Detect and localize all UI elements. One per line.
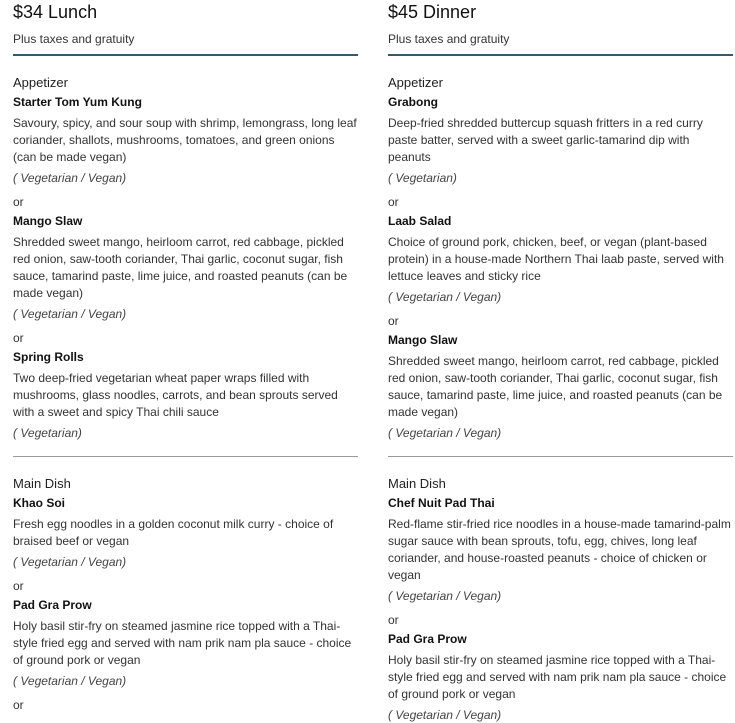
dinner-main-item-name: Chef Nuit Pad Thai <box>388 496 495 510</box>
dinner-appetizer-item-tag: ( Vegetarian / Vegan) <box>388 426 502 440</box>
dinner-appetizer-item-tag: ( Vegetarian / Vegan) <box>388 290 502 304</box>
lunch-main-heading: Main Dish <box>13 476 71 491</box>
or-separator: or <box>388 314 399 328</box>
lunch-appetizer-item-tag: ( Vegetarian / Vegan) <box>13 171 127 185</box>
lunch-appetizer-item-tag: ( Vegetarian / Vegan) <box>13 307 127 321</box>
lunch-main-item-desc: Holy basil stir-fry on steamed jasmine rice topped with a Thai-style fried egg and served with nam prik nam pla sauce - choice of ground pork or vegan <box>13 619 352 667</box>
lunch-column <box>13 0 358 713</box>
lunch-main-item-name: Pad Gra Prow <box>13 598 92 612</box>
or-separator: or <box>388 195 399 209</box>
dinner-appetizer-heading: Appetizer <box>388 75 443 90</box>
lunch-appetizer-item-name: Mango Slaw <box>13 214 83 228</box>
section-divider <box>13 456 358 457</box>
lunch-appetizer-heading: Appetizer <box>13 75 68 90</box>
lunch-header-rule <box>13 54 358 56</box>
lunch-main-item-tag: ( Vegetarian / Vegan) <box>13 555 127 569</box>
dinner-main-item-tag: ( Vegetarian / Vegan) <box>388 708 502 722</box>
dinner-main-heading: Main Dish <box>388 476 446 491</box>
lunch-title: $34 Lunch <box>13 2 98 22</box>
dinner-appetizer-item-tag: ( Vegetarian) <box>388 171 457 185</box>
dinner-appetizer-item-name: Grabong <box>388 95 438 109</box>
dinner-main-item-name: Pad Gra Prow <box>388 632 467 646</box>
lunch-main-item-desc: Fresh egg noodles in a golden coconut milk curry - choice of braised beef or vegan <box>13 517 334 548</box>
lunch-main-item-name: Khao Soi <box>13 496 66 510</box>
or-separator: or <box>13 195 24 209</box>
dinner-appetizer-item-desc: Choice of ground pork, chicken, beef, or vegan (plant-based protein) in a house-made Northern Thai laab paste, served with lettuce leaves and sticky rice <box>388 235 724 283</box>
dinner-main-item-desc: Holy basil stir-fry on steamed jasmine rice topped with a Thai-style fried egg and served with nam prik nam pla sauce - choice of ground pork or vegan <box>388 653 727 701</box>
dinner-header-rule <box>388 54 733 56</box>
dinner-appetizer-item-name: Laab Salad <box>388 214 452 228</box>
lunch-appetizer-item-desc: Two deep-fried vegetarian wheat paper wraps filled with mushrooms, glass noodles, carrots, and bean sprouts served with a sweet and spicy Thai chili sauce <box>13 371 338 419</box>
lunch-appetizer-item-desc: Savoury, spicy, and sour soup with shrimp, lemongrass, long leaf coriander, shallots, mushrooms, tomatoes, and green onions (can be made vegan) <box>13 116 357 164</box>
dinner-appetizer-item-desc: Shredded sweet mango, heirloom carrot, red cabbage, pickled red onion, saw-tooth coriander, Thai garlic, coconut sugar, fish sauce, tamarind paste, lime juice, and roasted peanuts (can be made vegan) <box>388 354 723 419</box>
dinner-appetizer-item-name: Mango Slaw <box>388 333 458 347</box>
or-separator: or <box>13 579 24 593</box>
lunch-appetizer-item-name: Starter Tom Yum Kung <box>13 95 142 109</box>
lunch-appetizer-item-name: Spring Rolls <box>13 350 84 364</box>
or-separator: or <box>388 613 399 627</box>
dinner-main-item-tag: ( Vegetarian / Vegan) <box>388 589 502 603</box>
dinner-column <box>388 0 733 723</box>
lunch-appetizer-item-desc: Shredded sweet mango, heirloom carrot, red cabbage, pickled red onion, saw-tooth coriander, Thai garlic, coconut sugar, fish sauce, tamarind paste, lime juice, and roasted peanuts (can be made vegan) <box>13 235 348 300</box>
lunch-tax-note: Plus taxes and gratuity <box>13 32 135 46</box>
section-divider <box>388 456 733 457</box>
lunch-appetizer-item-tag: ( Vegetarian) <box>13 426 82 440</box>
or-separator: or <box>13 331 24 345</box>
dinner-title: $45 Dinner <box>388 2 477 22</box>
lunch-main-item-tag: ( Vegetarian / Vegan) <box>13 674 127 688</box>
or-separator: or <box>13 698 24 712</box>
dinner-main-item-desc: Red-flame stir-fried rice noodles in a house-made tamarind-palm sugar sauce with bean sprouts, tofu, egg, chives, long leaf coriander, and house-roasted peanuts - choice of chicken or vegan <box>388 517 731 582</box>
dinner-tax-note: Plus taxes and gratuity <box>388 32 510 46</box>
dinner-appetizer-item-desc: Deep-fried shredded buttercup squash fritters in a red curry paste batter, served with a sweet garlic-tamarind dip with peanuts <box>388 116 703 164</box>
